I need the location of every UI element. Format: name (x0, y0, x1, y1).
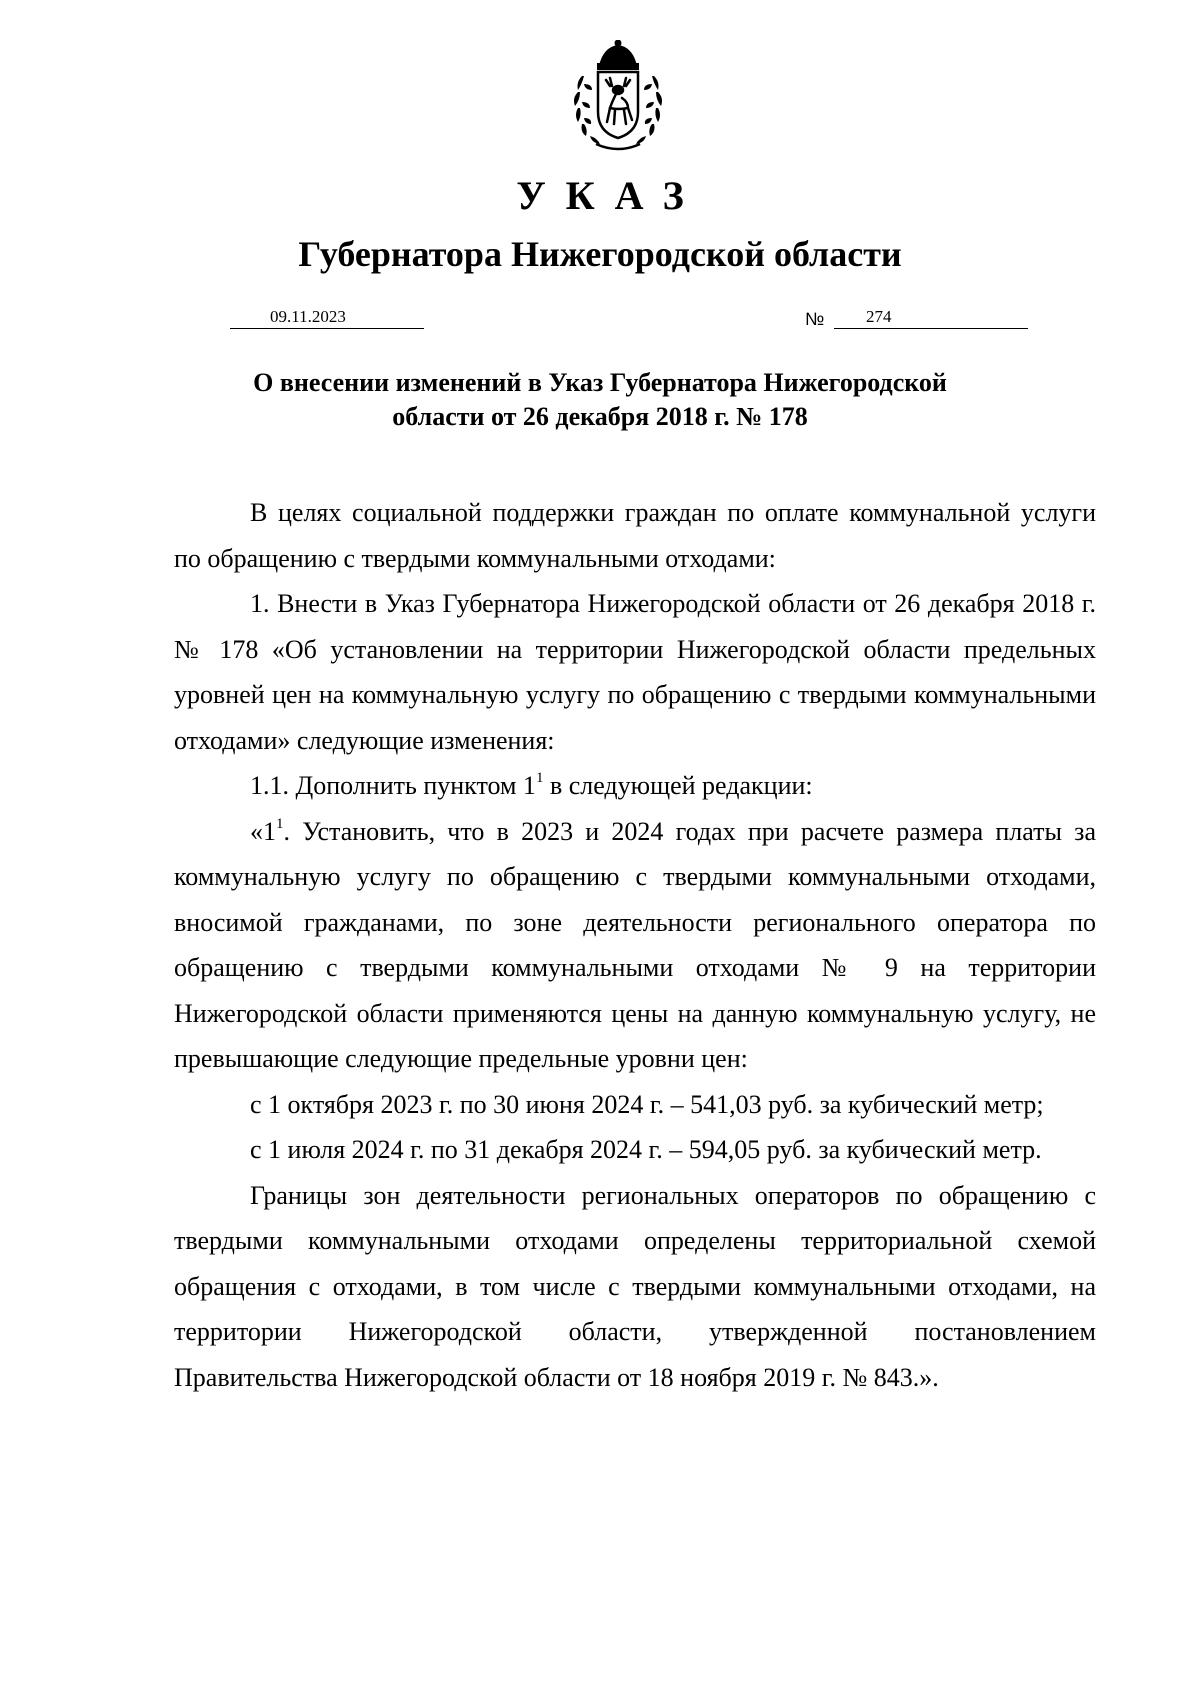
document-number-field (834, 306, 1028, 329)
oak-wreath-left (574, 76, 600, 144)
subject-line-1: О внесении изменений в Указ Губернатора Нижегородской (253, 368, 947, 397)
document-number: 274 (866, 307, 892, 326)
document-subject (0, 366, 1200, 434)
paragraph-item-1: 1. Внести в Указ Губернатора Нижегородской области от 26 декабря 2018 г. № 178 «Об установлении на территории Нижегородской области предельных уровней цен на коммунальную услугу по обращению с твердыми коммунальными отходами» следующие изменения: (174, 589, 1096, 755)
coat-of-arms-emblem (566, 40, 670, 156)
issuing-authority: Губернатора Нижегородской области (298, 234, 902, 274)
document-date: 09.11.2023 (270, 307, 346, 326)
new-clause-superscript: 1 (276, 815, 284, 832)
paragraph-item-1-1 (174, 763, 1096, 809)
new-clause-text-end: . Установить, что в 2023 и 2024 годах при расчете размера платы за коммунальную услугу по обращению с твердыми коммунальными отходами, вносимой гражданами, по зоне деятельности регионального оператора по обращению с твердыми коммунальными отходами № 9 на территории Нижегородской области применяются цены на данную коммунальную услугу, не превышающие следующие предельные уровни цен: (174, 816, 1096, 1073)
document-body (174, 490, 1096, 1400)
shield-icon (598, 72, 638, 138)
paragraph-price-period-1: с 1 октября 2023 г. по 30 июня 2024 г. – 541,03 руб. за кубический метр; (250, 1089, 1044, 1119)
document-type-title: УКАЗ (516, 173, 704, 218)
item-1-1-superscript: 1 (535, 770, 544, 787)
ribbon (596, 144, 640, 149)
item-1-1-text-start: 1.1. Дополнить пунктом 1 (250, 771, 536, 800)
item-1-1-text-end: в следующей редакции: (543, 771, 813, 800)
oak-wreath-right (636, 76, 662, 144)
number-sign: № (805, 309, 825, 329)
document-date-field (230, 306, 424, 329)
paragraph-preamble: В целях социальной поддержки граждан по оплате коммунальной услуги по обращению с твердыми коммунальными отходами: (174, 498, 1096, 573)
subject-line-2: области от 26 декабря 2018 г. № 178 (392, 402, 808, 431)
paragraph-zone-boundaries: Границы зон деятельности региональных операторов по обращению с твердыми коммунальными отходами определены территориальной схемой обращения с отходами, в том числе с твердыми коммунальными отходами, на территории Нижегородской области, утвержденной постановлением Правительства Нижегородской области от 18 ноября 2019 г. № 843.». (174, 1180, 1096, 1392)
paragraph-price-period-2: с 1 июля 2024 г. по 31 декабря 2024 г. – 594,05 руб. за кубический метр. (250, 1135, 1042, 1164)
new-clause-text-start: «1 (250, 816, 276, 846)
crown-icon (598, 41, 638, 70)
paragraph-new-clause (174, 809, 1096, 1082)
